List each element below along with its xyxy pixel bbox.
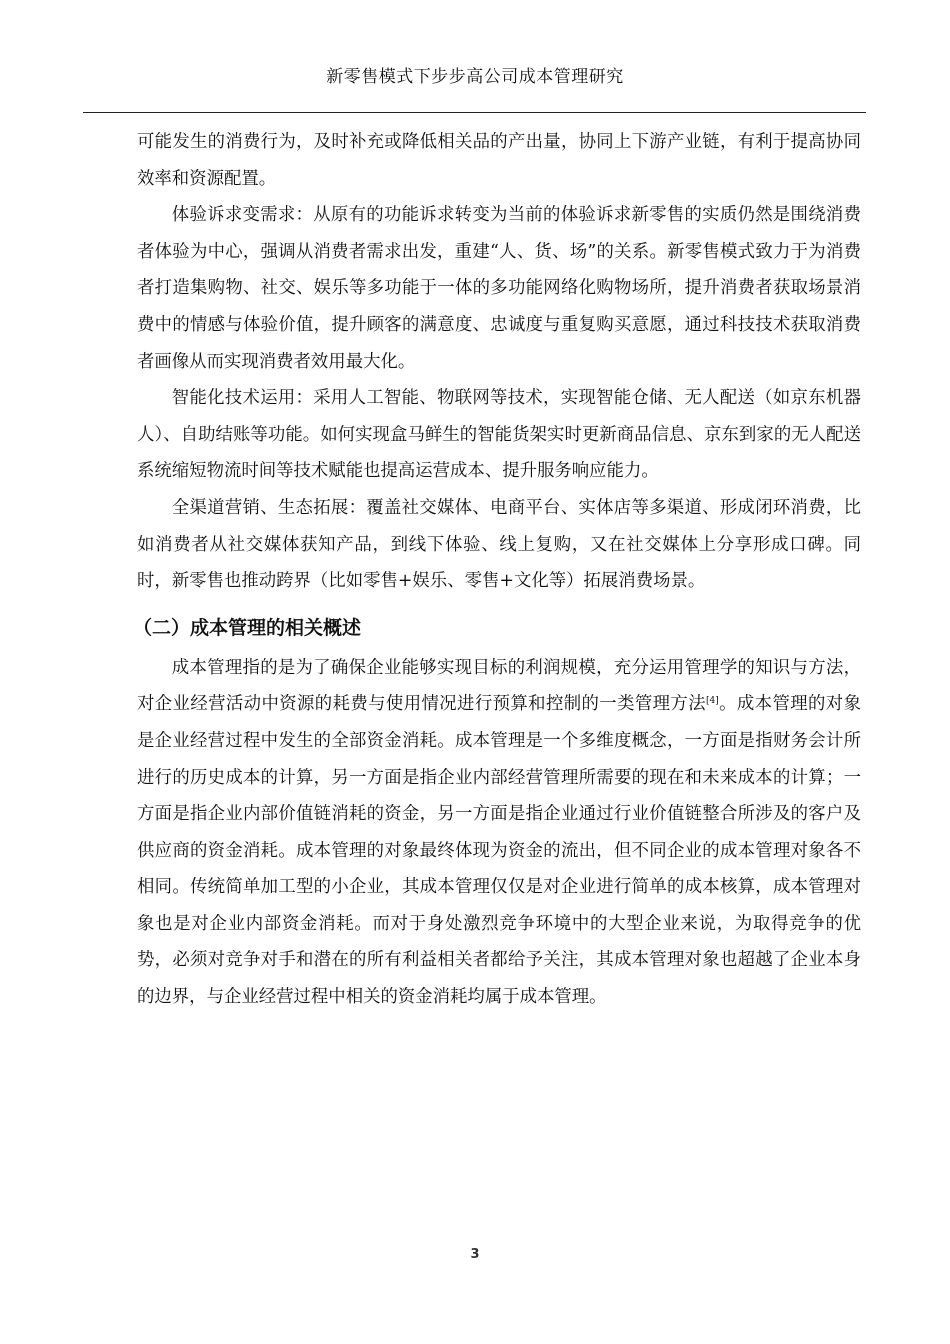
paragraph-continuation: 可能发生的消费行为，及时补充或降低相关品的产出量，协同上下游产业链，有利于提高协同效率和资源配置。 <box>137 132 861 189</box>
paragraph-smart-technology: 智能化技术运用：采用人工智能、物联网等技术，实现智能仓储、无人配送（如京东机器人）、自助结账等功能。如何实现盒马鲜生的智能货架实时更新商品信息、京东到家的无人配送系统缩短物流时间等技术赋能也提高运营成本、提升服务响应能力。 <box>137 388 861 482</box>
paragraph-omnichannel-marketing: 全渠道营销、生态拓展：覆盖社交媒体、电商平台、实体店等多渠道、形成闭环消费，比如消费者从社交媒体获知产品，到线下体验、线上复购，又在社交媒体上分享形成口碑。同时，新零售也推动跨界（比如零售+娱乐、零售+文化等）拓展消费场景。 <box>137 497 861 592</box>
document-body <box>133 124 861 1016</box>
paragraph-cost-management-overview <box>137 650 861 1016</box>
paragraph-text-before-citation: 成本管理指的是为了确保企业能够实现目标的利润规模，充分运用管理学的知识与方法，对企业经营活动中资源的耗费与使用情况进行预算和控制的一类管理方法 <box>137 657 861 715</box>
section-heading: （二）成本管理的相关概述 <box>133 616 362 639</box>
citation-reference[interactable]: [4] <box>705 696 719 707</box>
paragraph-experience-demand: 体验诉求变需求：从原有的功能诉求转变为当前的体验诉求新零售的实质仍然是围绕消费者体验为中心，强调从消费者需求出发，重建“人、货、场”的关系。新零售模式致力于为消费者打造集购物、社交、娱乐等多功能于一体的多功能网络化购物场所，提升消费者获取场景消费中的情感与体验价值，提升顾客的满意度、忠诚度与重复购买意愿，通过科技技术获取消费者画像从而实现消费者效用最大化。 <box>137 205 861 372</box>
header-rule <box>83 112 866 113</box>
running-header: 新零售模式下步步高公司成本管理研究 <box>326 67 624 87</box>
page-number: 3 <box>470 1247 480 1262</box>
paragraph-text-after-citation: 。成本管理的对象是企业经营过程中发生的全部资金消耗。成本管理是一个多维度概念，一方面是指财务会计所进行的历史成本的计算，另一方面是指企业内部经营管理所需要的现在和未来成本的计算；一方面是指企业内部价值链消耗的资金，另一方面是指企业通过行业价值链整合所涉及的客户及供应商的资金消耗。成本管理的对象最终体现为资金的流出，但不同企业的成本管理对象各不相同。传统简单加工型的小企业，其成本管理仅仅是对企业进行简单的成本核算，成本管理对象也是对企业内部资金消耗。而对于身处激烈竞争环境中的大型企业来说，为取得竞争的优势，必须对竞争对手和潜在的所有利益相关者都给予关注，其成本管理对象也超越了企业本身的边界，与企业经营过程中相关的资金消耗均属于成本管理。 <box>137 694 861 1008</box>
